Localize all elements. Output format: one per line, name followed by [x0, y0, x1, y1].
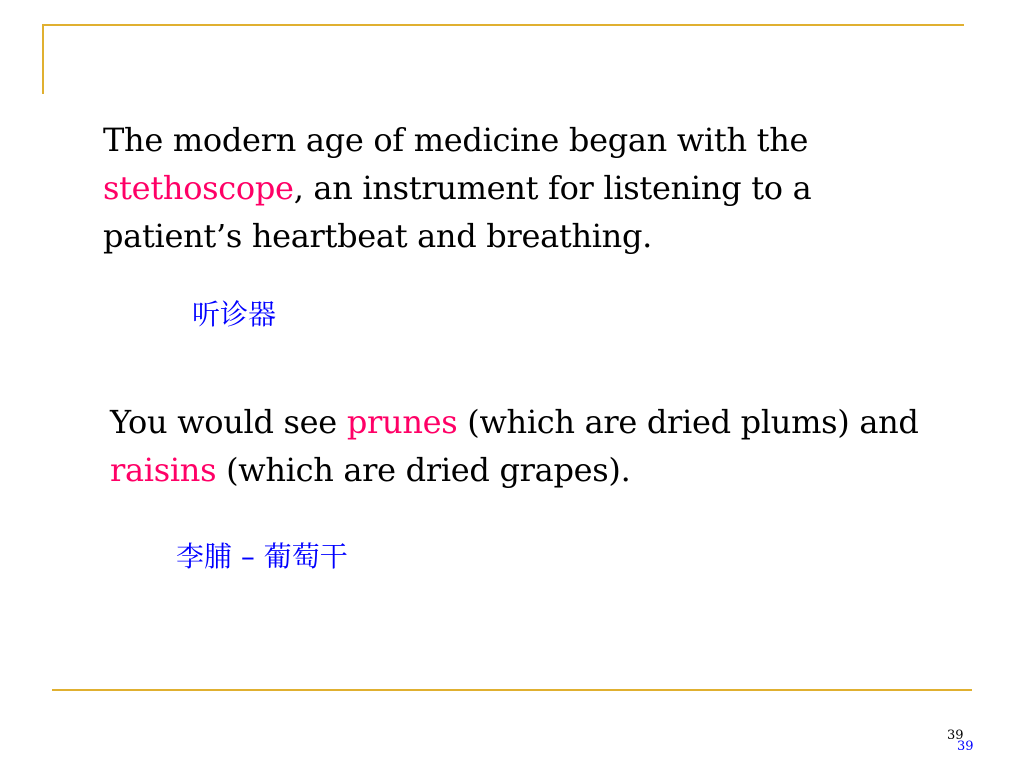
stethoscope-translation: 听诊器	[192, 298, 277, 331]
page-number: 39	[947, 728, 964, 743]
paragraph1-text-start: The modern age of medicine began with the	[103, 121, 809, 159]
stethoscope-term: stethoscope	[103, 169, 294, 207]
prunes-raisins-translation: 李脯 – 葡萄干	[176, 540, 348, 573]
frame-top-line	[42, 24, 964, 26]
page-number-secondary: 39	[957, 739, 974, 754]
paragraph2-text-start: You would see	[110, 403, 347, 441]
paragraph2-text-middle: (which are dried plums) and	[457, 403, 919, 441]
stethoscope-paragraph	[103, 116, 903, 260]
paragraph1-text-end: , an instrument for listening to a patient’s heartbeat and breathing.	[103, 169, 812, 255]
frame-left-line	[42, 24, 44, 94]
frame-bottom-line	[52, 689, 972, 691]
paragraph2-text-end: (which are dried grapes).	[216, 451, 631, 489]
prunes-term: prunes	[346, 403, 458, 441]
prunes-raisins-paragraph	[110, 398, 950, 494]
raisins-term: raisins	[110, 451, 217, 489]
